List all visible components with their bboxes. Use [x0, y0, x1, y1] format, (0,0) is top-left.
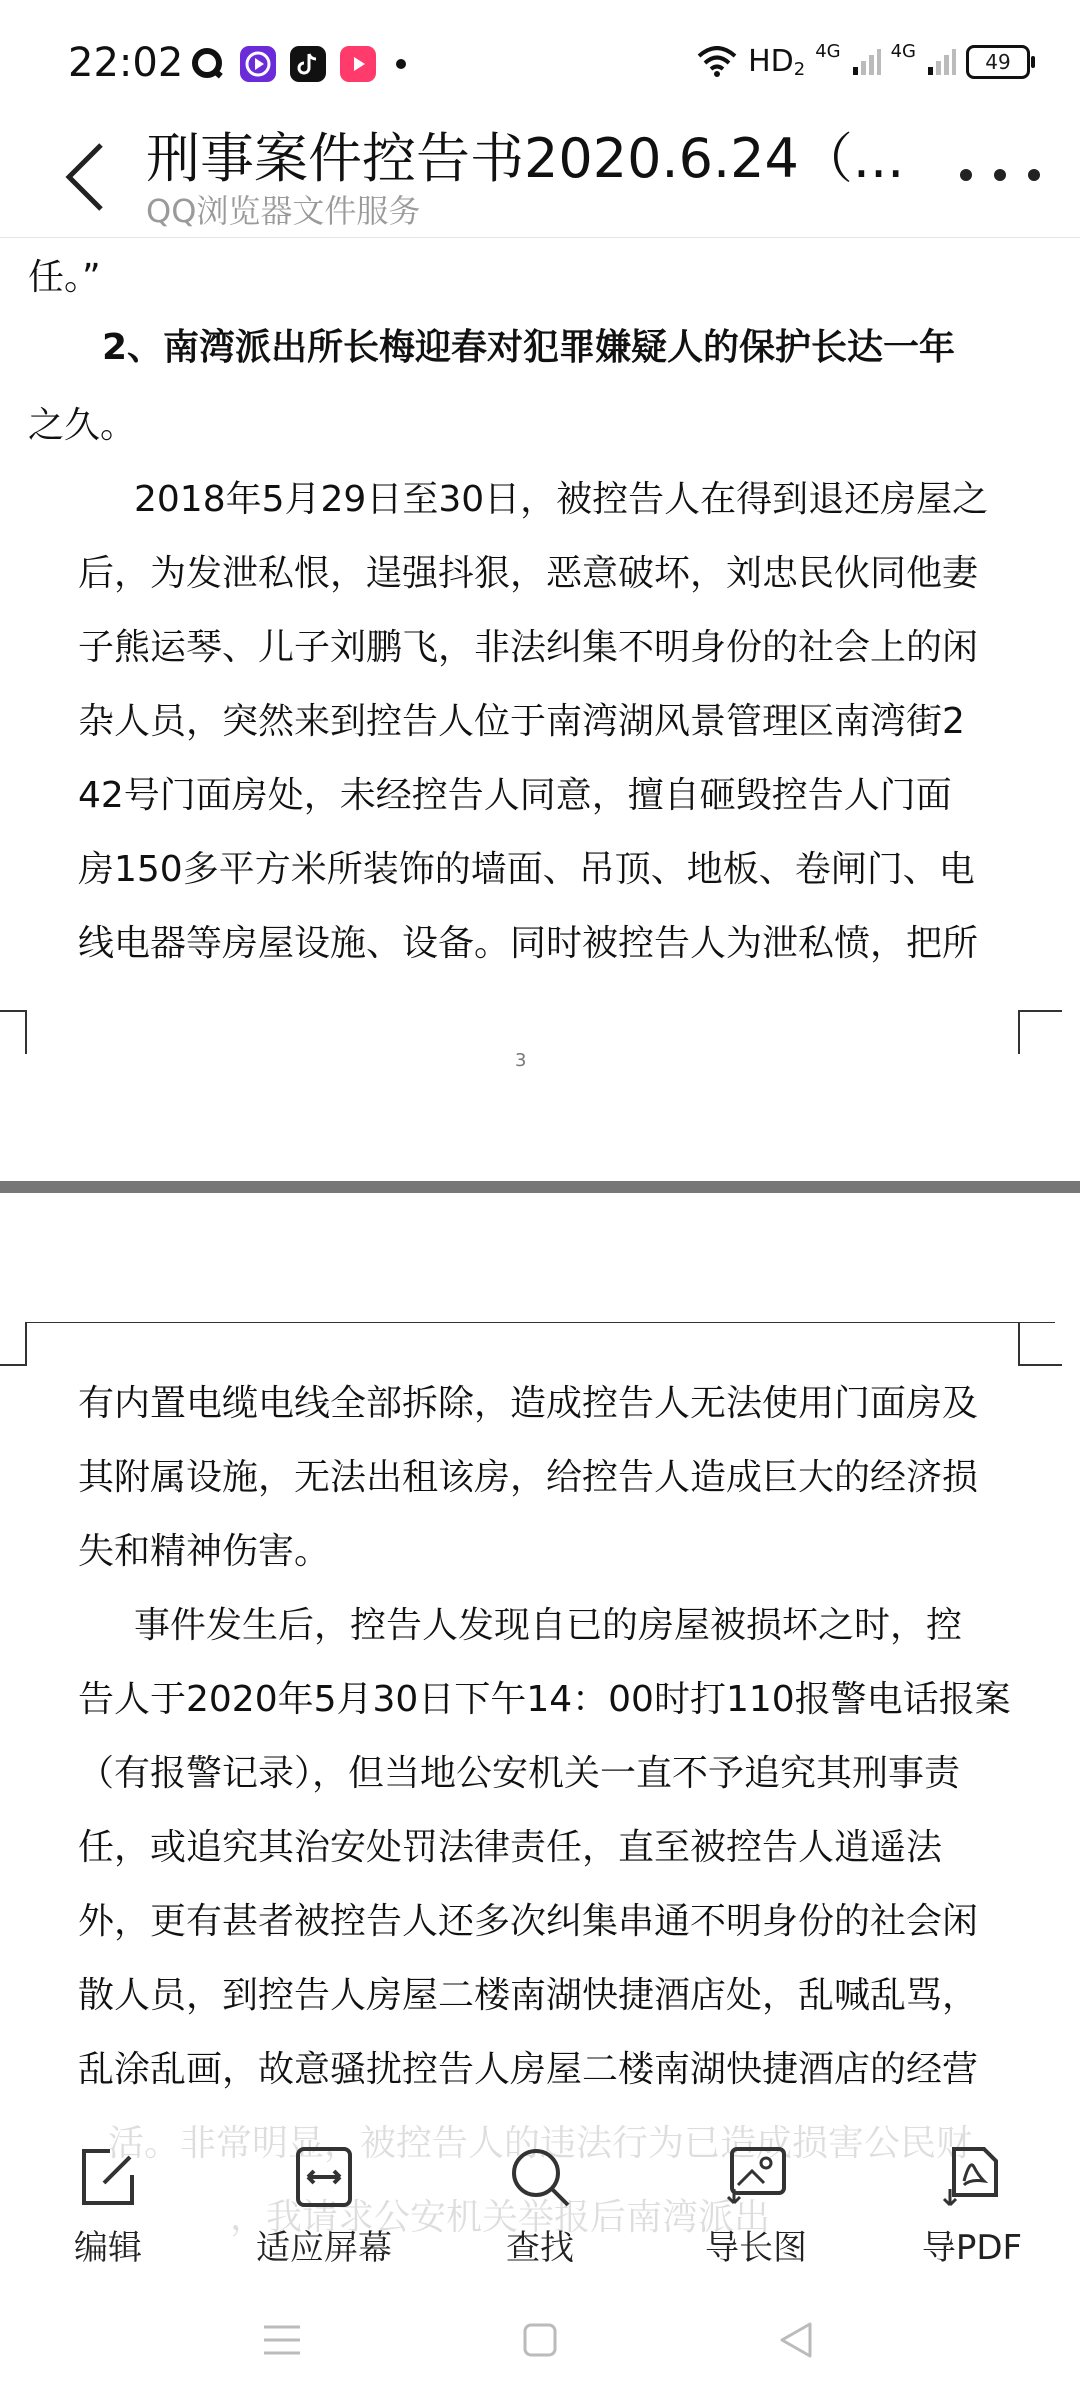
more-dot-icon [960, 169, 972, 181]
doc-line: 任，或追究其治安处罚法律责任，直至被控告人逍遥法 [78, 1827, 943, 1868]
edit-label: 编辑 [74, 2228, 142, 2268]
nav-home-button[interactable] [510, 2310, 570, 2370]
find-button[interactable] [450, 2142, 630, 2269]
page-top-line [25, 1322, 1055, 1323]
notification-icons [190, 46, 406, 82]
home-icon [522, 2322, 558, 2358]
back-triangle-icon [776, 2320, 816, 2360]
back-arrow-icon [63, 141, 107, 213]
system-nav-bar [0, 2270, 1080, 2400]
hd-sub-label: 2 [793, 59, 806, 80]
doc-line: 其附属设施，无法出租该房，给控告人造成巨大的经济损 [78, 1457, 979, 1498]
menu-icon [262, 2323, 302, 2357]
nav-menu-button[interactable] [252, 2310, 312, 2370]
pdf-icon [937, 2142, 1007, 2212]
search-icon [505, 2142, 575, 2212]
status-time: 22:02 [68, 40, 184, 86]
doc-line: 乱涂乱画，故意骚扰控告人房屋二楼南湖快捷酒店的经营 [78, 2049, 979, 2090]
long-image-icon [721, 2142, 791, 2212]
page-corner-mark [1018, 1010, 1062, 1054]
network-1-label: 4G [815, 41, 841, 62]
doc-line: 之久。 [28, 405, 137, 446]
page-corner-mark [0, 1010, 27, 1054]
export-long-image-button[interactable] [666, 2142, 846, 2269]
wifi-icon [696, 46, 738, 78]
doc-line: 42号门面房处，未经控告人同意，擅自砸毁控告人门面 [78, 775, 952, 816]
tiktok-icon [290, 46, 326, 82]
fit-screen-icon [289, 2142, 359, 2212]
doc-heading: 2、南湾派出所长梅迎春对犯罪嫌疑人的保护长达一年 [102, 327, 956, 368]
title-divider [0, 237, 1080, 238]
video-player-icon [340, 46, 376, 82]
find-label: 查找 [506, 2228, 574, 2268]
more-dot-icon [1028, 169, 1040, 181]
export-long-image-label: 导长图 [705, 2228, 807, 2268]
edit-icon [73, 2142, 143, 2212]
page-number: 3 [515, 1050, 527, 1071]
doc-line: 有内置电缆电线全部拆除，造成控告人无法使用门面房及 [78, 1383, 979, 1424]
page-corner-mark [1018, 1322, 1062, 1366]
qq-browser-icon [190, 46, 226, 82]
doc-line: 线电器等房屋设施、设备。同时被控告人为泄私愤，把所 [78, 923, 979, 964]
export-pdf-label: 导PDF [921, 2228, 1023, 2268]
battery-level: 49 [985, 49, 1011, 74]
hd-label: HD [748, 44, 794, 79]
doc-line: 2018年5月29日至30日，被控告人在得到退还房屋之 [134, 479, 989, 520]
doc-line: 散人员，到控告人房屋二楼南湖快捷酒店处，乱喊乱骂， [78, 1975, 979, 2016]
back-button[interactable] [55, 132, 115, 222]
network-2-label: 4G [890, 41, 916, 62]
doc-line: 事件发生后，控告人发现自已的房屋被损坏之时，控 [134, 1605, 963, 1646]
edit-button[interactable] [18, 2142, 198, 2269]
more-notifications-dot [396, 59, 406, 69]
fit-screen-button[interactable] [234, 2142, 414, 2269]
doc-line: 杂人员，突然来到控告人位于南湾湖风景管理区南湾街2 [78, 701, 965, 742]
fit-screen-label: 适应屏幕 [256, 2228, 392, 2268]
signal-icon-2 [926, 47, 956, 77]
doc-line: 任。” [28, 257, 101, 298]
more-dot-icon [994, 169, 1006, 181]
doc-line: 失和精神伤害。 [78, 1531, 331, 1572]
more-options-button[interactable] [960, 155, 1040, 195]
nav-back-button[interactable] [766, 2310, 826, 2370]
export-pdf-button[interactable] [882, 2142, 1062, 2269]
battery-icon [966, 45, 1030, 79]
title-bar [0, 110, 1080, 240]
doc-line: 子熊运琴、儿子刘鹏飞，非法纠集不明身份的社会上的闲 [78, 627, 979, 668]
video-app-icon [240, 46, 276, 82]
document-title: 刑事案件控告书2020.6.24（... [146, 127, 905, 190]
doc-line: 告人于2020年5月30日下午14：00时打110报警电话报案 [78, 1679, 1011, 1720]
status-right [696, 41, 1030, 80]
page-corner-mark [0, 1322, 27, 1366]
doc-line: 房150多平方米所装饰的墙面、吊顶、地板、卷闸门、电 [78, 849, 975, 890]
doc-line: （有报警记录），但当地公安机关一直不予追究其刑事责 [78, 1753, 961, 1794]
signal-icon-1 [851, 47, 881, 77]
document-source: QQ浏览器文件服务 [146, 192, 421, 230]
doc-line: 后，为发泄私恨，逞强抖狠，恶意破坏，刘忠民伙同他妻 [78, 553, 979, 594]
doc-line: 外，更有甚者被控告人还多次纠集串通不明身份的社会闲 [78, 1901, 979, 1942]
bottom-toolbar [0, 2122, 1080, 2268]
page-separator [0, 1181, 1080, 1193]
